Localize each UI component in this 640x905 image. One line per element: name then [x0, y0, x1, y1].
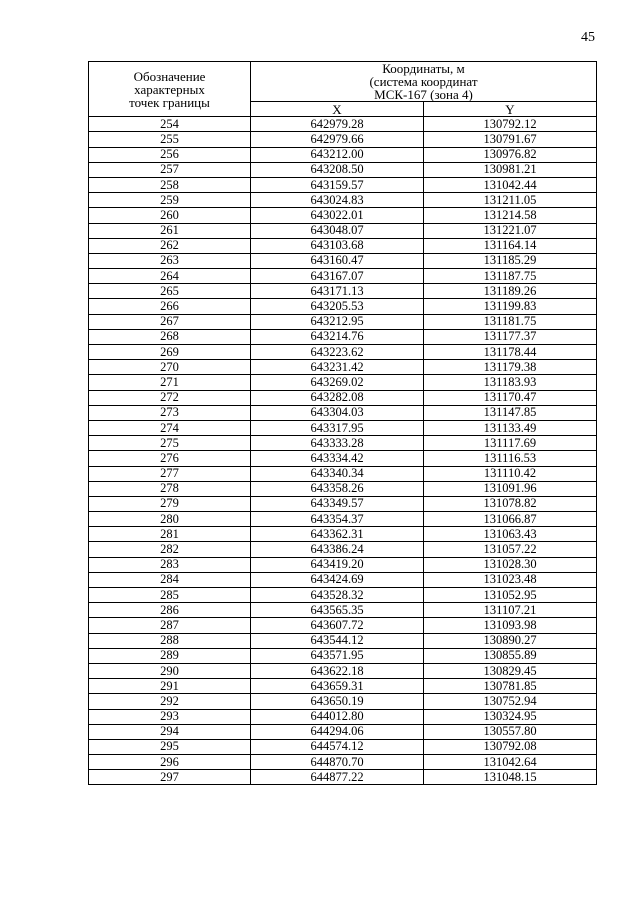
- point-id-cell: 254: [89, 117, 251, 132]
- page-number: 45: [581, 30, 595, 45]
- x-coordinate-cell: 643171.13: [251, 284, 424, 299]
- table-row: [89, 739, 597, 754]
- point-id-cell: 256: [89, 147, 251, 162]
- x-coordinate-cell: 644574.12: [251, 739, 424, 754]
- table-row: [89, 420, 597, 435]
- table-row: [89, 633, 597, 648]
- table-row: [89, 542, 597, 557]
- table-row: [89, 284, 597, 299]
- y-coordinate-cell: 131028.30: [424, 557, 597, 572]
- x-coordinate-cell: 642979.28: [251, 117, 424, 132]
- point-id-cell: 269: [89, 345, 251, 360]
- x-coordinate-cell: 643231.42: [251, 360, 424, 375]
- y-coordinate-cell: 131181.75: [424, 314, 597, 329]
- point-id-cell: 296: [89, 755, 251, 770]
- x-coordinate-cell: 643167.07: [251, 269, 424, 284]
- point-id-cell: 278: [89, 481, 251, 496]
- x-coordinate-cell: 644294.06: [251, 724, 424, 739]
- y-coordinate-cell: 130829.45: [424, 663, 597, 678]
- point-id-cell: 273: [89, 405, 251, 420]
- table-row: [89, 724, 597, 739]
- table-row: [89, 375, 597, 390]
- y-coordinate-cell: 131164.14: [424, 238, 597, 253]
- table-row: [89, 177, 597, 192]
- table-row: [89, 770, 597, 785]
- x-coordinate-cell: 643214.76: [251, 329, 424, 344]
- point-id-cell: 281: [89, 527, 251, 542]
- point-id-cell: 268: [89, 329, 251, 344]
- table-row: [89, 329, 597, 344]
- table-row: [89, 238, 597, 253]
- point-id-cell: 257: [89, 162, 251, 177]
- y-coordinate-cell: 131091.96: [424, 481, 597, 496]
- x-coordinate-cell: 643349.57: [251, 496, 424, 511]
- x-coordinate-cell: 643205.53: [251, 299, 424, 314]
- x-coordinate-cell: 643212.95: [251, 314, 424, 329]
- point-id-cell: 260: [89, 208, 251, 223]
- y-coordinate-cell: 131078.82: [424, 496, 597, 511]
- y-coordinate-cell: 131189.26: [424, 284, 597, 299]
- y-coordinate-cell: 131178.44: [424, 345, 597, 360]
- table-row: [89, 314, 597, 329]
- y-coordinate-cell: 130981.21: [424, 162, 597, 177]
- y-coordinate-cell: 131211.05: [424, 193, 597, 208]
- x-coordinate-cell: 643659.31: [251, 679, 424, 694]
- table-row: [89, 436, 597, 451]
- point-id-cell: 297: [89, 770, 251, 785]
- y-coordinate-cell: 131170.47: [424, 390, 597, 405]
- y-coordinate-cell: 130855.89: [424, 648, 597, 663]
- y-coordinate-cell: 131057.22: [424, 542, 597, 557]
- table-row: [89, 481, 597, 496]
- y-coordinate-cell: 131048.15: [424, 770, 597, 785]
- y-coordinate-cell: 131066.87: [424, 512, 597, 527]
- table-row: [89, 709, 597, 724]
- table-row: [89, 512, 597, 527]
- x-coordinate-cell: 643159.57: [251, 177, 424, 192]
- table-row: [89, 223, 597, 238]
- x-coordinate-cell: 644877.22: [251, 770, 424, 785]
- point-id-cell: 286: [89, 603, 251, 618]
- point-id-cell: 261: [89, 223, 251, 238]
- table-row: [89, 345, 597, 360]
- y-coordinate-cell: 131179.38: [424, 360, 597, 375]
- point-id-cell: 272: [89, 390, 251, 405]
- x-coordinate-cell: 643022.01: [251, 208, 424, 223]
- point-id-cell: 276: [89, 451, 251, 466]
- y-coordinate-cell: 131199.83: [424, 299, 597, 314]
- table-row: [89, 299, 597, 314]
- x-coordinate-cell: 643340.34: [251, 466, 424, 481]
- y-coordinate-cell: 131187.75: [424, 269, 597, 284]
- x-column-header: X: [251, 102, 424, 117]
- table-row: [89, 132, 597, 147]
- x-coordinate-cell: 643103.68: [251, 238, 424, 253]
- x-coordinate-cell: 643358.26: [251, 481, 424, 496]
- table-row: [89, 557, 597, 572]
- y-coordinate-cell: 131023.48: [424, 572, 597, 587]
- coordinates-table: [88, 61, 597, 785]
- coordinates-header: [251, 62, 597, 102]
- table-header: [89, 62, 597, 117]
- y-coordinate-cell: 131133.49: [424, 420, 597, 435]
- y-coordinate-cell: 131117.69: [424, 436, 597, 451]
- y-coordinate-cell: 131116.53: [424, 451, 597, 466]
- x-coordinate-cell: 643317.95: [251, 420, 424, 435]
- point-id-cell: 288: [89, 633, 251, 648]
- x-coordinate-cell: 642979.66: [251, 132, 424, 147]
- table-row: [89, 679, 597, 694]
- point-id-cell: 290: [89, 663, 251, 678]
- point-id-cell: 294: [89, 724, 251, 739]
- point-id-cell: 295: [89, 739, 251, 754]
- y-coordinate-cell: 131147.85: [424, 405, 597, 420]
- table-row: [89, 603, 597, 618]
- point-id-cell: 255: [89, 132, 251, 147]
- table-row: [89, 496, 597, 511]
- y-coordinate-cell: 130557.80: [424, 724, 597, 739]
- y-coordinate-cell: 131093.98: [424, 618, 597, 633]
- table-row: [89, 466, 597, 481]
- x-coordinate-cell: 643571.95: [251, 648, 424, 663]
- table-row: [89, 360, 597, 375]
- y-coordinate-cell: 131063.43: [424, 527, 597, 542]
- table-row: [89, 527, 597, 542]
- y-coordinate-cell: 131052.95: [424, 588, 597, 603]
- x-coordinate-cell: 643565.35: [251, 603, 424, 618]
- x-coordinate-cell: 643528.32: [251, 588, 424, 603]
- x-coordinate-cell: 643650.19: [251, 694, 424, 709]
- y-coordinate-cell: 130792.08: [424, 739, 597, 754]
- x-coordinate-cell: 643334.42: [251, 451, 424, 466]
- x-coordinate-cell: 643333.28: [251, 436, 424, 451]
- y-coordinate-cell: 130791.67: [424, 132, 597, 147]
- table-row: [89, 663, 597, 678]
- point-id-cell: 279: [89, 496, 251, 511]
- x-coordinate-cell: 643304.03: [251, 405, 424, 420]
- y-coordinate-cell: 131185.29: [424, 253, 597, 268]
- table-row: [89, 451, 597, 466]
- y-coordinate-cell: 130781.85: [424, 679, 597, 694]
- table-row: [89, 269, 597, 284]
- y-coordinate-cell: 131042.64: [424, 755, 597, 770]
- point-id-cell: 275: [89, 436, 251, 451]
- x-coordinate-cell: 643424.69: [251, 572, 424, 587]
- point-id-cell: 289: [89, 648, 251, 663]
- point-id-cell: 285: [89, 588, 251, 603]
- point-id-cell: 292: [89, 694, 251, 709]
- x-coordinate-cell: 643160.47: [251, 253, 424, 268]
- y-coordinate-cell: 131110.42: [424, 466, 597, 481]
- table-row: [89, 588, 597, 603]
- y-coordinate-cell: 130752.94: [424, 694, 597, 709]
- table-row: [89, 117, 597, 132]
- x-coordinate-cell: 643419.20: [251, 557, 424, 572]
- point-id-cell: 263: [89, 253, 251, 268]
- x-coordinate-cell: 644870.70: [251, 755, 424, 770]
- point-id-cell: 277: [89, 466, 251, 481]
- y-coordinate-cell: 130792.12: [424, 117, 597, 132]
- y-column-header: Y: [424, 102, 597, 117]
- table-row: [89, 694, 597, 709]
- x-coordinate-cell: 643544.12: [251, 633, 424, 648]
- table-row: [89, 193, 597, 208]
- table-row: [89, 208, 597, 223]
- table-row: [89, 618, 597, 633]
- y-coordinate-cell: 130890.27: [424, 633, 597, 648]
- x-coordinate-cell: 643362.31: [251, 527, 424, 542]
- table-row: [89, 253, 597, 268]
- point-id-cell: 284: [89, 572, 251, 587]
- x-coordinate-cell: 644012.80: [251, 709, 424, 724]
- point-id-cell: 287: [89, 618, 251, 633]
- table-row: [89, 390, 597, 405]
- point-id-cell: 267: [89, 314, 251, 329]
- point-id-cell: 270: [89, 360, 251, 375]
- x-coordinate-cell: 643024.83: [251, 193, 424, 208]
- x-coordinate-cell: 643607.72: [251, 618, 424, 633]
- x-coordinate-cell: 643208.50: [251, 162, 424, 177]
- y-coordinate-cell: 131042.44: [424, 177, 597, 192]
- table-row: [89, 572, 597, 587]
- table-body: [89, 117, 597, 785]
- table-row: [89, 405, 597, 420]
- y-coordinate-cell: 130976.82: [424, 147, 597, 162]
- point-id-cell: 265: [89, 284, 251, 299]
- point-id-cell: 258: [89, 177, 251, 192]
- y-coordinate-cell: 130324.95: [424, 709, 597, 724]
- x-coordinate-cell: 643223.62: [251, 345, 424, 360]
- point-id-cell: 291: [89, 679, 251, 694]
- point-id-cell: 280: [89, 512, 251, 527]
- y-coordinate-cell: 131221.07: [424, 223, 597, 238]
- point-designation-header: [89, 62, 251, 117]
- point-id-cell: 282: [89, 542, 251, 557]
- x-coordinate-cell: 643212.00: [251, 147, 424, 162]
- x-coordinate-cell: 643048.07: [251, 223, 424, 238]
- table-row: [89, 147, 597, 162]
- table-row: [89, 648, 597, 663]
- point-designation-header-text: Обозначение характерных точек границы: [129, 68, 210, 110]
- y-coordinate-cell: 131107.21: [424, 603, 597, 618]
- x-coordinate-cell: 643269.02: [251, 375, 424, 390]
- point-id-cell: 259: [89, 193, 251, 208]
- x-coordinate-cell: 643354.37: [251, 512, 424, 527]
- y-coordinate-cell: 131177.37: [424, 329, 597, 344]
- table-row: [89, 755, 597, 770]
- point-id-cell: 271: [89, 375, 251, 390]
- y-coordinate-cell: 131183.93: [424, 375, 597, 390]
- y-coordinate-cell: 131214.58: [424, 208, 597, 223]
- x-coordinate-cell: 643386.24: [251, 542, 424, 557]
- point-id-cell: 266: [89, 299, 251, 314]
- point-id-cell: 264: [89, 269, 251, 284]
- point-id-cell: 293: [89, 709, 251, 724]
- table-row: [89, 162, 597, 177]
- point-id-cell: 274: [89, 420, 251, 435]
- x-coordinate-cell: 643282.08: [251, 390, 424, 405]
- point-id-cell: 283: [89, 557, 251, 572]
- x-coordinate-cell: 643622.18: [251, 663, 424, 678]
- coordinates-header-text: Координаты, м (система координат МСК-167 (зона 4): [369, 61, 478, 102]
- point-id-cell: 262: [89, 238, 251, 253]
